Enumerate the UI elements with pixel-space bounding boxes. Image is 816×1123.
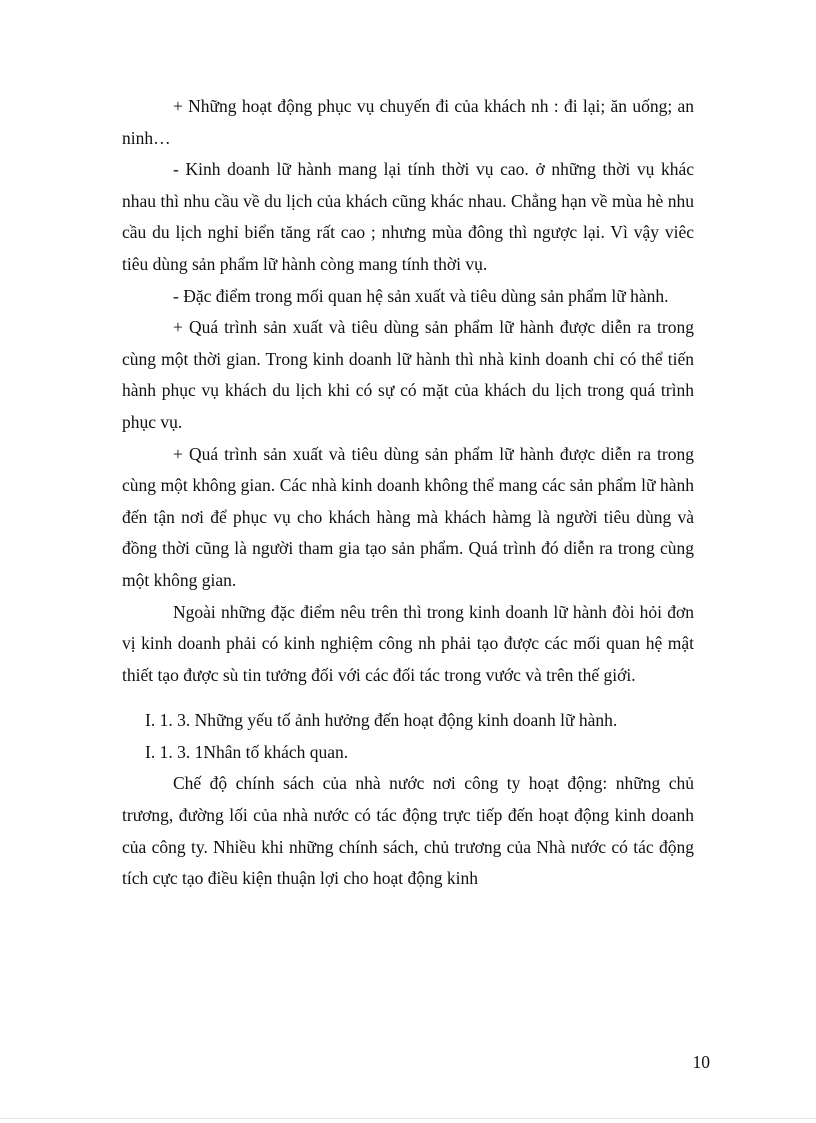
page-bottom-divider <box>0 1118 816 1119</box>
body-paragraph: + Những hoạt động phục vụ chuyến đi của khách nh : đi lại; ăn uống; an ninh… <box>122 96 694 148</box>
body-paragraph: Chế độ chính sách của nhà nước nơi công ty hoạt động: những chủ trương, đường lối của nhà nước có tác động trực tiếp đến hoạt động kinh doanh của công ty. Nhiều khi những chính sách, chủ trương của Nhà nước có tác động tích cực tạo điều kiện thuận lợi cho hoạt động kinh <box>122 773 694 889</box>
body-paragraph: - Đặc điểm trong mối quan hệ sản xuất và tiêu dùng sản phẩm lữ hành. <box>173 285 669 306</box>
page-body <box>122 91 694 895</box>
body-paragraph: + Quá trình sản xuất và tiêu dùng sản phẩm lữ hành được diễn ra trong cùng một không gian. Các nhà kinh doanh không thể mang các sản phẩm lữ hành đến tận nơi để phục vụ cho khách hàng mà khách hàmg là người tiêu dùng và đồng thời cũng là người tham gia tạo sản phẩm. Quá trình đó diễn ra trong cùng một không gian. <box>122 443 694 590</box>
body-paragraph: + Quá trình sản xuất và tiêu dùng sản phẩm lữ hành được diễn ra trong cùng một thời gian. Trong kinh doanh lữ hành thì nhà kinh doanh chỉ có thể tiến hành phục vụ khách du lịch khi có sự có mặt của khách du lịch trong quá trình phục vụ. <box>122 317 694 432</box>
section-heading: I. 1. 3. Những yếu tố ảnh hưởng đến hoạt động kinh doanh lữ hành. <box>145 710 618 731</box>
body-paragraph: - Kinh doanh lữ hành mang lại tính thời vụ cao. ở những thời vụ khác nhau thì nhu cầu về du lịch của khách cũng khác nhau. Chẳng hạn về mùa hè nhu cầu du lịch nghỉ biển tăng rất cao ; nhưng mùa đông thì ngược lại. Vì vậy viêc tiêu dùng sản phẩm lữ hành còng mang tính thời vụ. <box>122 159 694 274</box>
subsection-heading: I. 1. 3. 1Nhân tố khách quan. <box>145 741 349 762</box>
page-number: 10 <box>692 1052 710 1072</box>
body-paragraph: Ngoài những đặc điểm nêu trên thì trong kinh doanh lữ hành đòi hỏi đơn vị kinh doanh phải có kinh nghiệm công nh phải tạo được các mối quan hệ mật thiết tạo được sù tin tưởng đối với các đối tác trong vước và trên thế giới. <box>122 601 694 685</box>
